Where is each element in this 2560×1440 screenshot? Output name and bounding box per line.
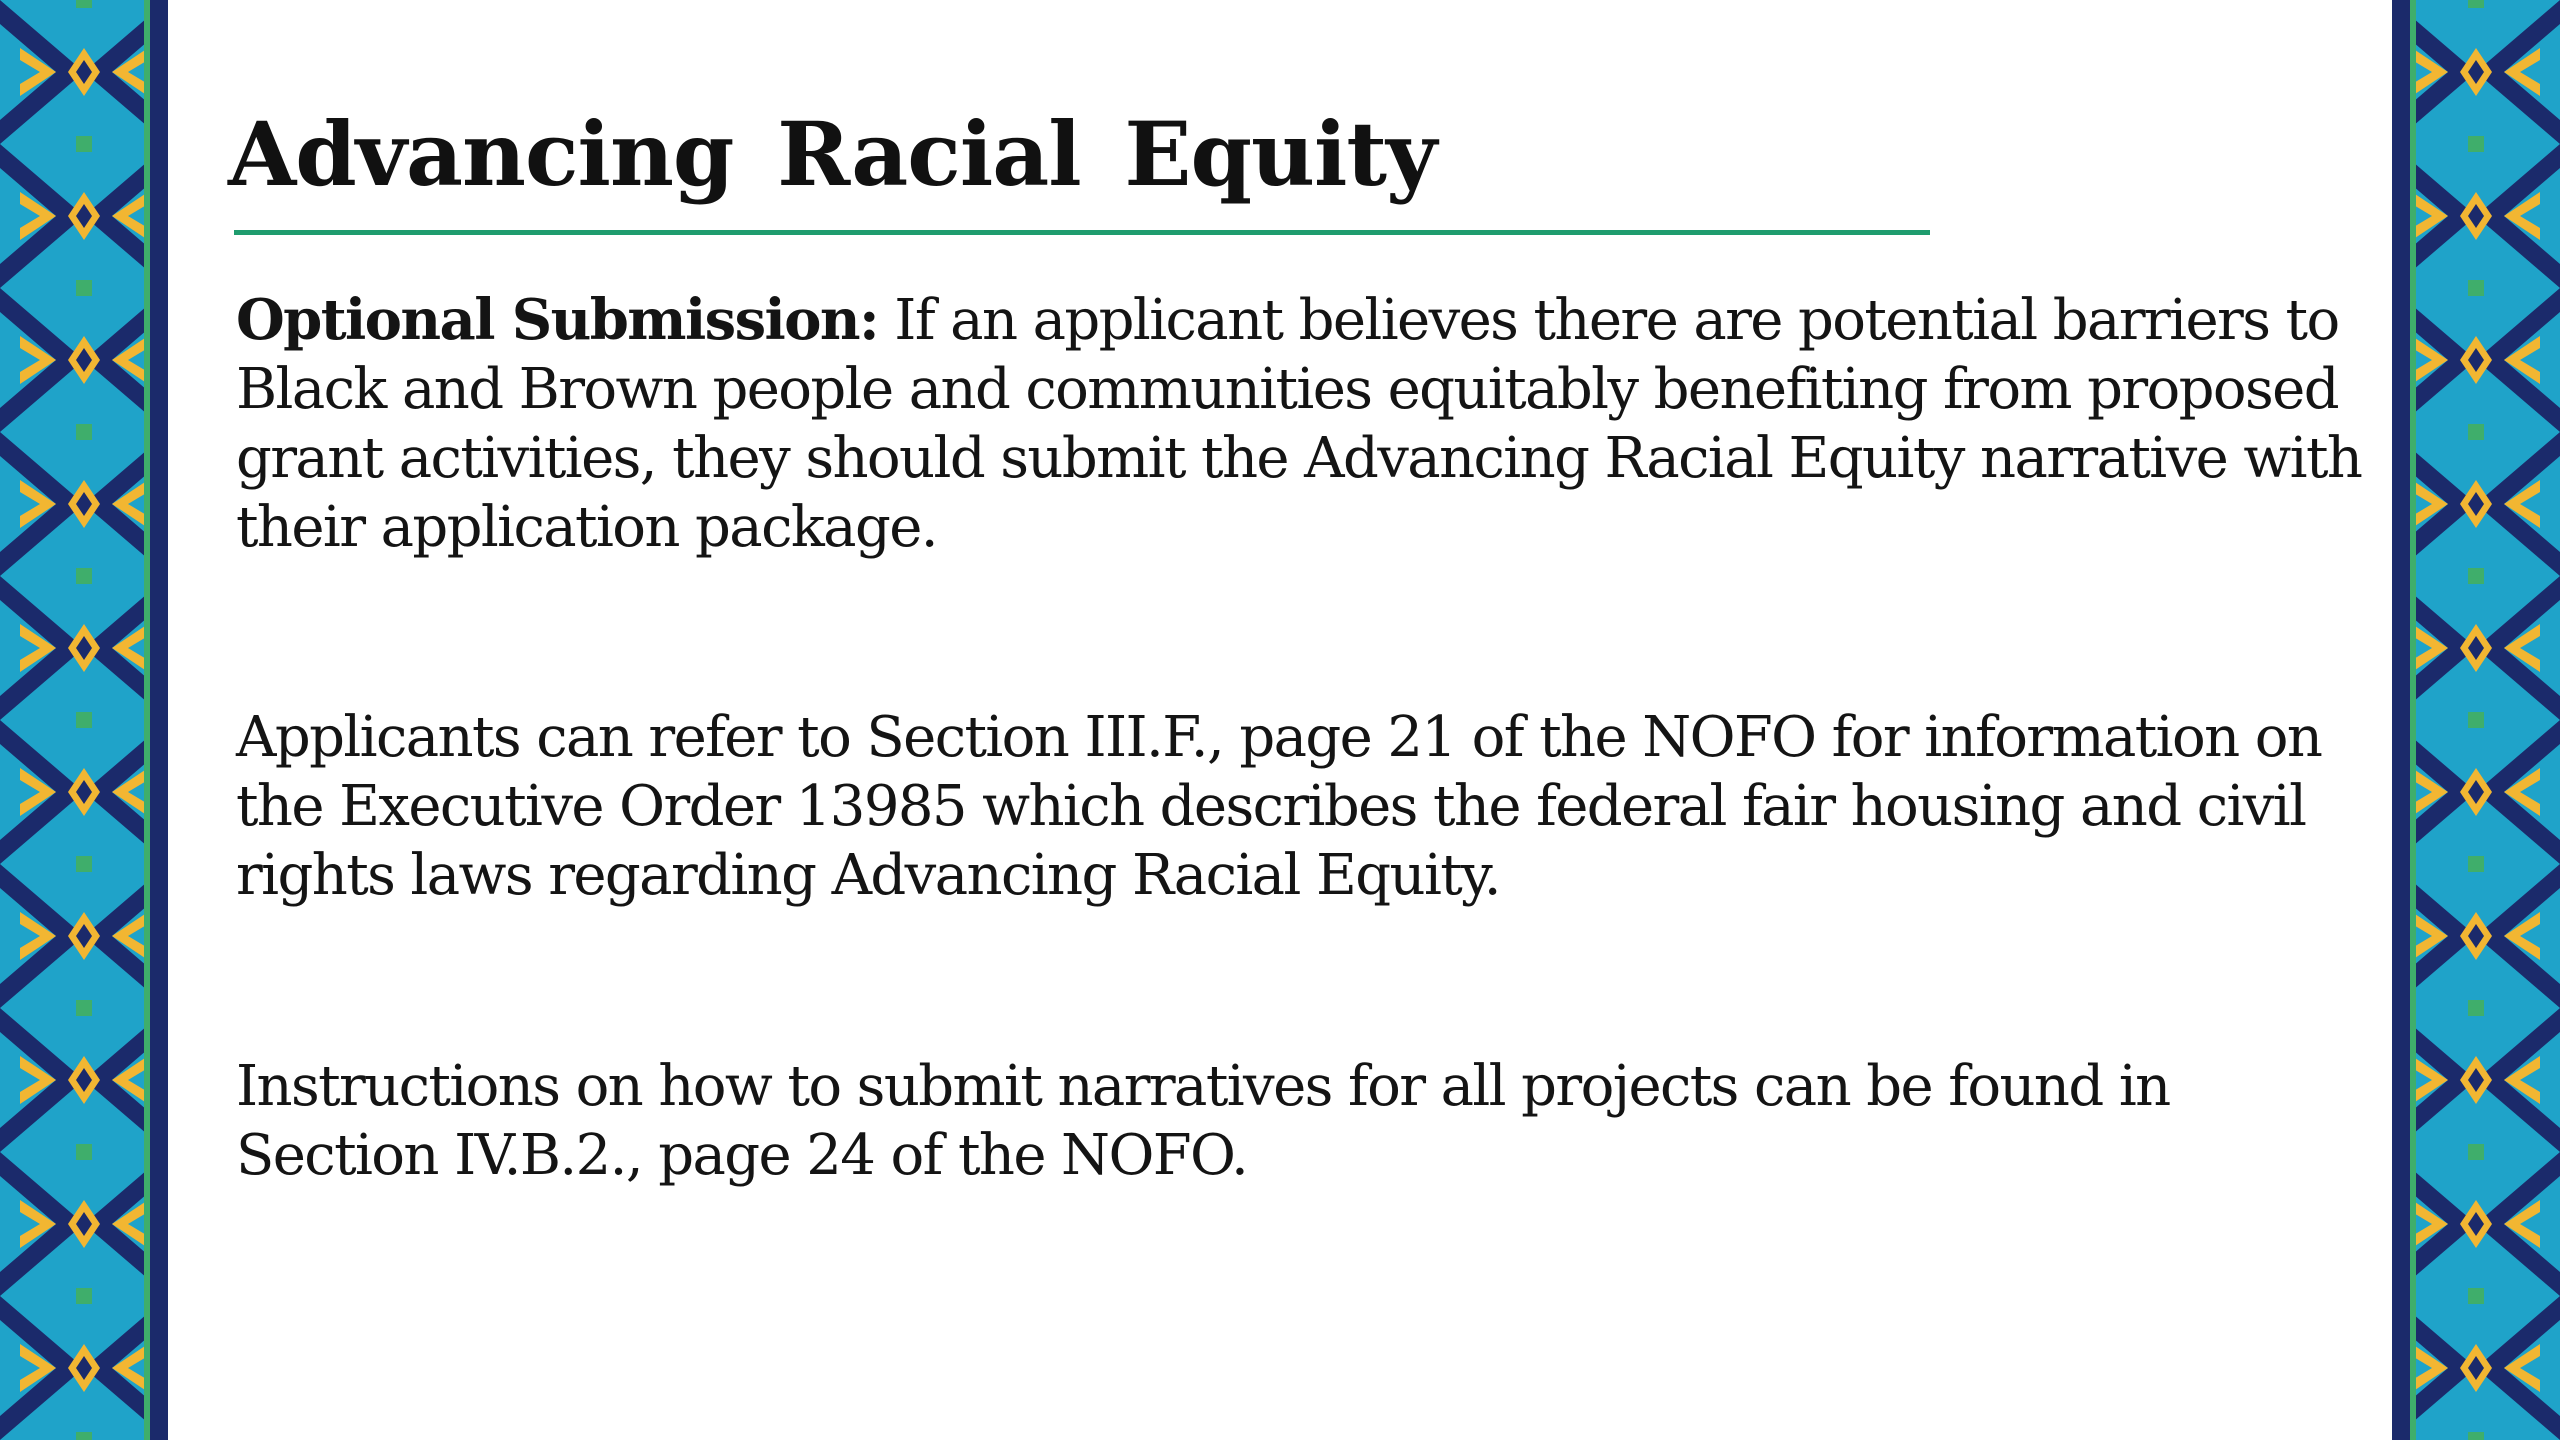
paragraph-instructions (236, 1052, 2366, 1190)
paragraph-text: If an applicant believes there are potential barriers to Black and Brown people and communities equitably benefiting from proposed grant activities, they should submit the Advancing Racial Equity narrative with their application package. (236, 288, 2362, 560)
decorative-border-right (2392, 0, 2560, 1440)
decorative-border-left (0, 0, 168, 1440)
paragraph-text: Applicants can refer to Section III.F., page 21 of the NOFO for information on the Executive Order 13985 which describes the federal fair housing and civil rights laws regarding Advancing Racial Equity. (236, 705, 2322, 908)
pattern-border-icon (0, 0, 168, 1440)
title-block (228, 102, 2348, 206)
paragraph-section-reference (236, 703, 2366, 910)
paragraph-lead: Optional Submission: (236, 287, 879, 353)
pattern-border-icon (2392, 0, 2560, 1440)
paragraph-optional-submission (236, 286, 2366, 562)
title-underline (234, 230, 1930, 235)
slide-title: Advancing Racial Equity (228, 102, 1437, 206)
paragraph-text: Instructions on how to submit narratives for all projects can be found in Section IV.B.2., page 24 of the NOFO. (236, 1054, 2170, 1188)
